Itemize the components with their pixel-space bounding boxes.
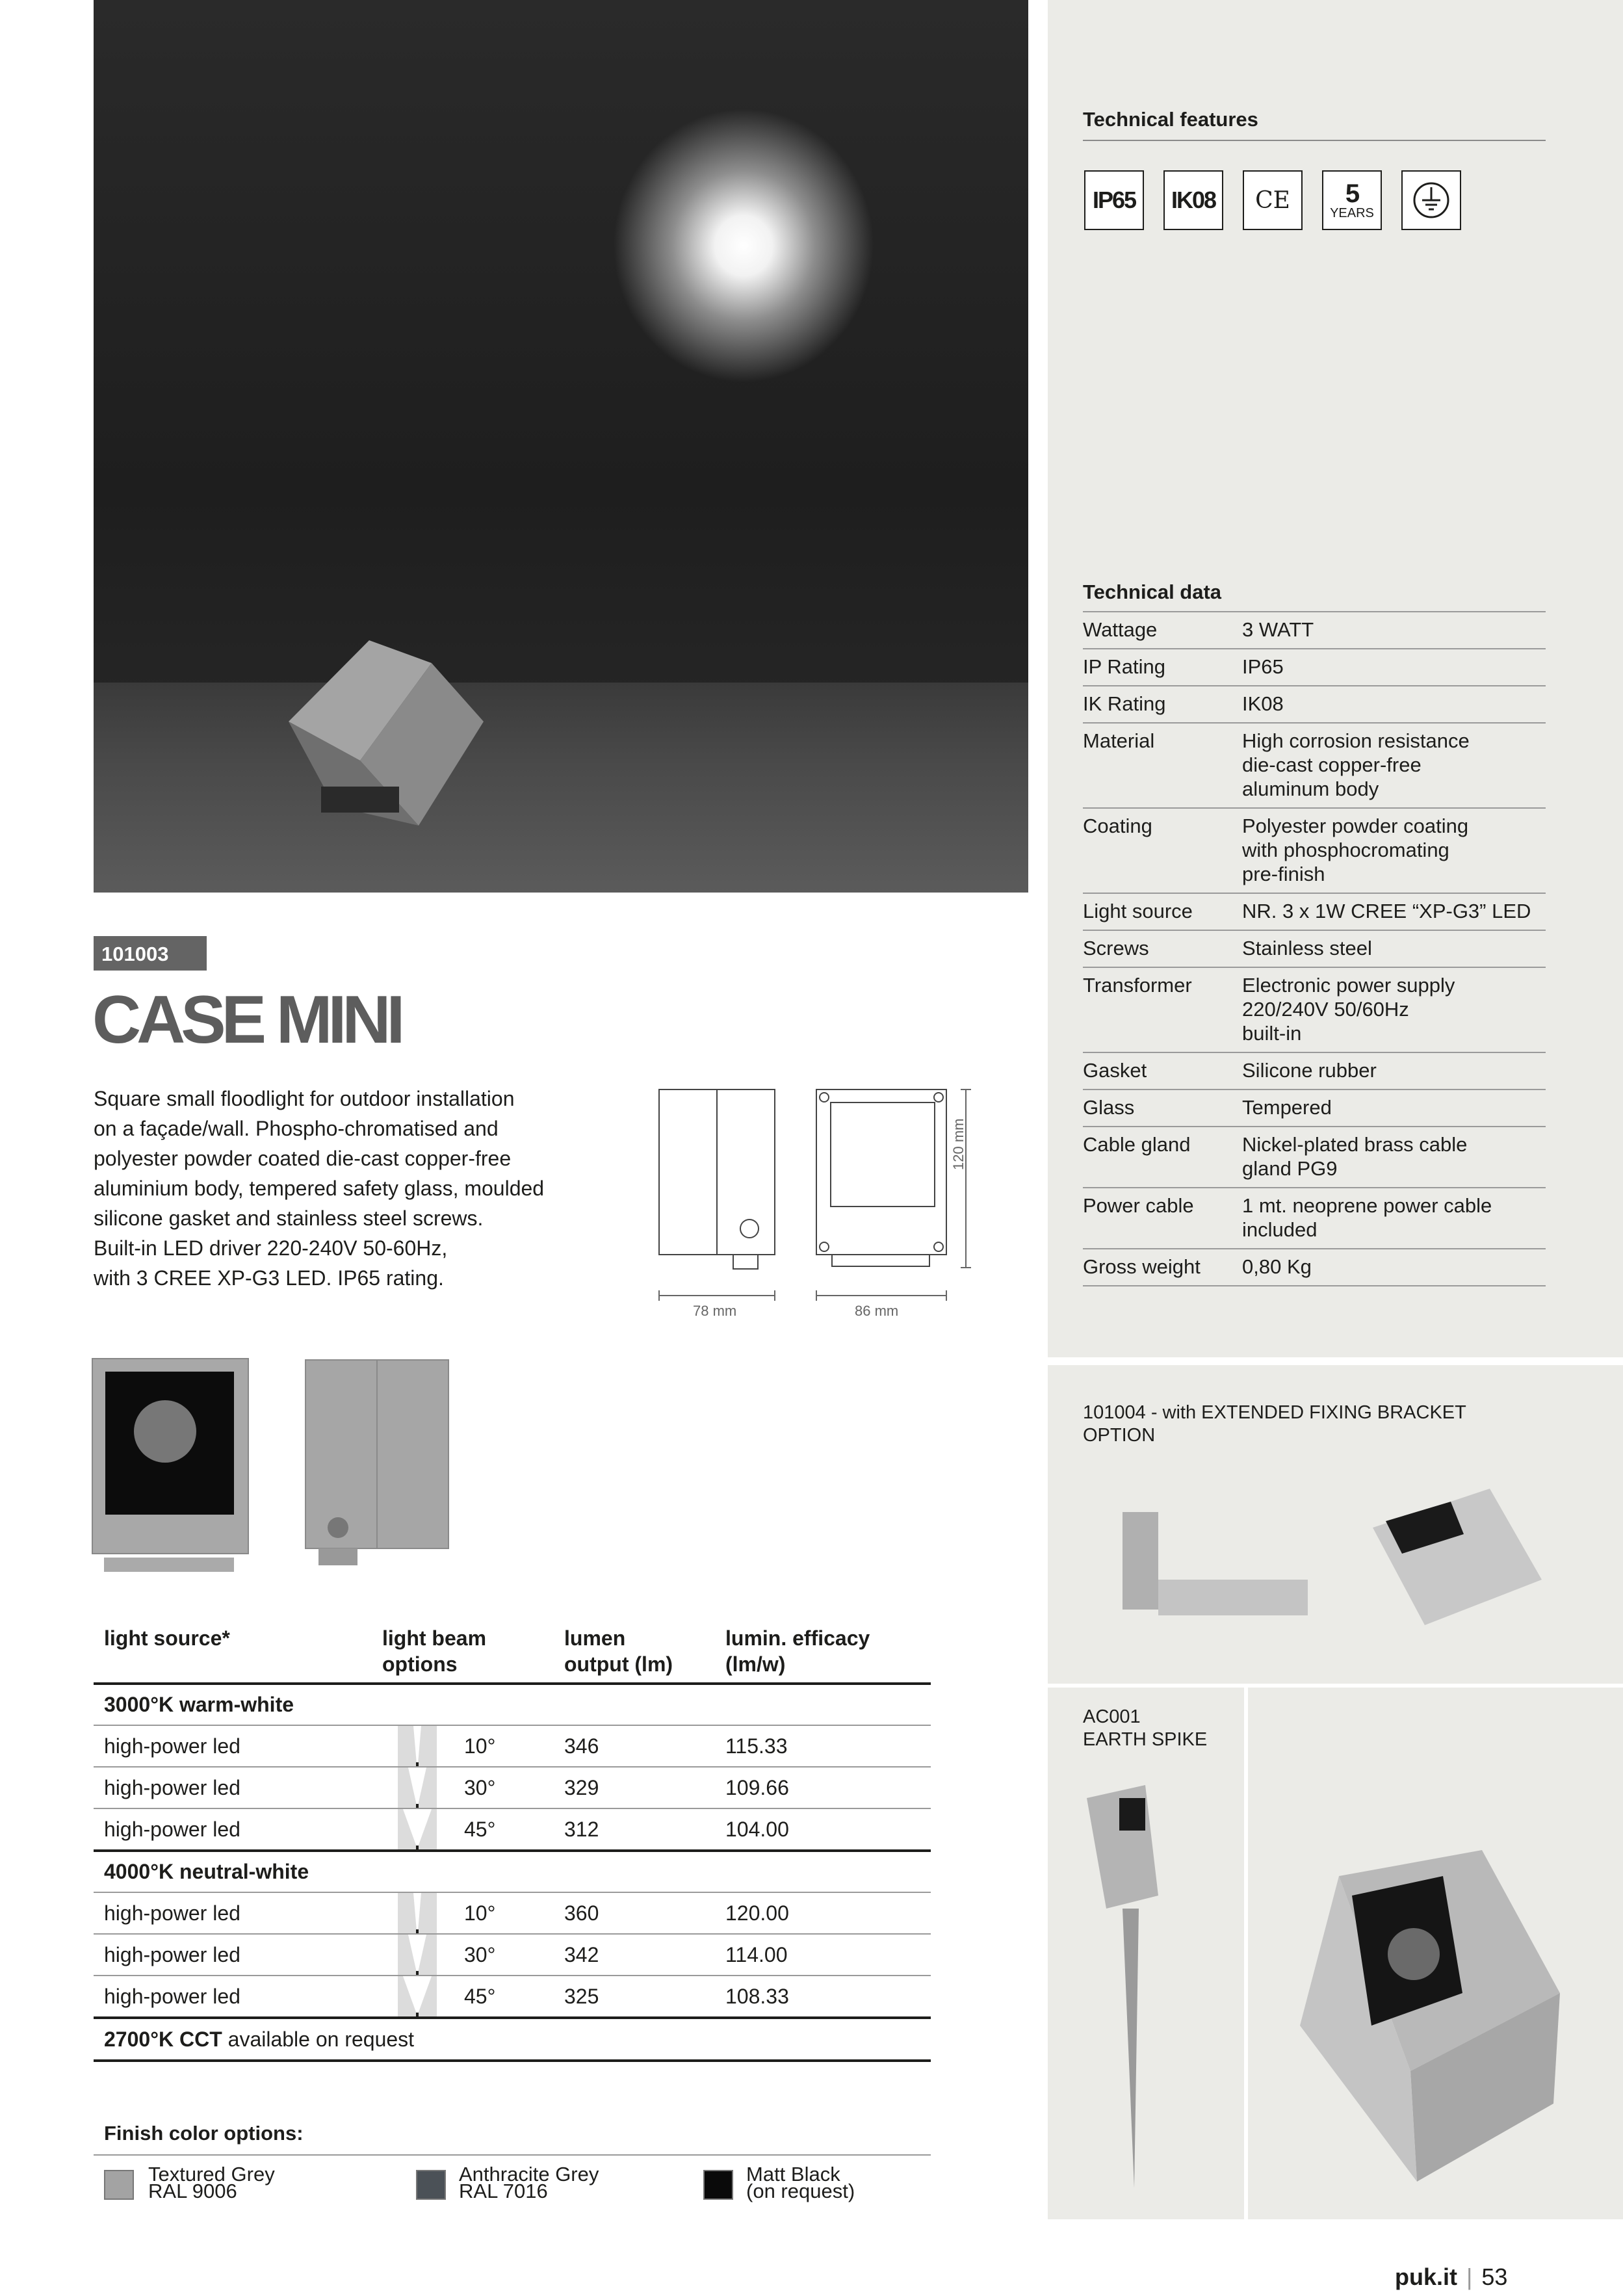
beam-angle-icon [398,1768,437,1808]
swatch-label: Matt Black (on request) [746,2163,855,2202]
light-source-cell: high-power led [94,1892,372,1934]
tech-key: Transformer [1083,967,1242,1052]
table-row [94,1976,931,2018]
tech-row [1083,1249,1546,1286]
product-title: CASE MINI [92,982,401,1058]
accessory-panel-earth-spike [1048,1688,1244,2219]
cct-note [94,2018,931,2061]
lumen-cell: 360 [554,1892,715,1934]
ik08-icon: IK08 [1163,170,1223,230]
tech-value: High corrosion resistance die-cast copper-free aluminum body [1242,723,1546,808]
divider [1083,140,1546,141]
footer-site[interactable]: puk.it [1395,2263,1457,2290]
tech-value: 3 WATT [1242,612,1546,649]
tech-row [1083,1052,1546,1089]
performance-table [94,1625,931,2062]
description-line: on a façade/wall. Phospho-chromatised and [94,1117,499,1140]
tech-key: Power cable [1083,1188,1242,1249]
description-line: with 3 CREE XP-G3 LED. IP65 rating. [94,1266,444,1290]
beam-angle: 10° [464,1734,496,1758]
page-footer: puk.it | 53 [1395,2263,1508,2290]
tech-key: IK Rating [1083,686,1242,723]
light-source-cell: high-power led [94,1808,372,1851]
lumen-cell: 312 [554,1808,715,1851]
lumen-cell: 346 [554,1725,715,1767]
accessory-panel-closeup [1248,1688,1623,2219]
product-code: 101003 [94,936,207,971]
description-line: Square small floodlight for outdoor installation [94,1087,515,1110]
light-source-cell: high-power led [94,1976,372,2018]
tech-key: IP Rating [1083,649,1242,686]
tech-row [1083,808,1546,893]
beam-cell [372,1976,554,2018]
technical-data-title: Technical data [1083,581,1222,603]
light-source-cell: high-power led [94,1934,372,1976]
tech-row [1083,612,1546,649]
dimension-height: 120 mm [950,1118,967,1170]
beam-cell [372,1892,554,1934]
swatch-label: Anthracite Grey RAL 7016 [459,2163,599,2202]
table-row [94,1725,931,1767]
beam-angle: 45° [464,1984,496,2008]
tech-key: Material [1083,723,1242,808]
beam-cell [372,1725,554,1767]
tech-row [1083,893,1546,930]
tech-value: NR. 3 x 1W CREE “XP-G3” LED [1242,893,1546,930]
table-row [94,1767,931,1808]
efficacy-cell: 104.00 [715,1808,931,1851]
accessory-earth-spike-label: AC001 EARTH SPIKE [1083,1706,1208,1750]
beam-angle-icon [398,1893,437,1933]
header-light-source: light source* [94,1625,372,1684]
lumen-cell: 342 [554,1934,715,1976]
tech-value: 0,80 Kg [1242,1249,1546,1286]
description-line: Built-in LED driver 220-240V 50-60Hz, [94,1236,448,1260]
tech-row [1083,649,1546,686]
dimension-width-front: 86 mm [855,1303,899,1319]
lumen-cell: 325 [554,1976,715,2018]
tech-value: IP65 [1242,649,1546,686]
beam-cell [372,1767,554,1808]
beam-angle: 10° [464,1901,496,1925]
light-source-cell: high-power led [94,1725,372,1767]
efficacy-cell: 114.00 [715,1934,931,1976]
tech-key: Glass [1083,1089,1242,1127]
tech-row [1083,930,1546,967]
page-number: 53 [1481,2263,1508,2290]
tech-row [1083,967,1546,1052]
tech-value: Silicone rubber [1242,1052,1546,1089]
tech-value: Electronic power supply 220/240V 50/60Hz built-in [1242,967,1546,1052]
beam-cell [372,1934,554,1976]
group-title: 3000°K warm-white [94,1684,931,1725]
technical-data-table [1083,611,1546,1286]
efficacy-cell: 108.33 [715,1976,931,2018]
group-row [94,1851,931,1892]
tech-value: Tempered [1242,1089,1546,1127]
beam-angle: 45° [464,1817,496,1841]
header-luminous-efficacy: lumin. efficacy (lm/w) [715,1625,931,1684]
tech-value: IK08 [1242,686,1546,723]
tech-row [1083,686,1546,723]
tech-key: Gasket [1083,1052,1242,1089]
beam-angle: 30° [464,1942,496,1966]
ce-mark-icon: CE [1243,170,1303,230]
efficacy-cell: 115.33 [715,1725,931,1767]
divider [94,2154,931,2156]
product-photos [84,1352,461,1586]
header-lumen-output: lumen output (lm) [554,1625,715,1684]
group-row [94,1684,931,1725]
header-light-beam: light beam options [372,1625,554,1684]
warranty-5-years-icon: 5 YEARS [1322,170,1382,230]
accessory-panel-bracket [1048,1365,1623,1684]
tech-value: 1 mt. neoprene power cable included [1242,1188,1546,1249]
tech-row [1083,723,1546,808]
description-line: silicone gasket and stainless steel screws. [94,1207,484,1230]
light-source-cell: high-power led [94,1767,372,1808]
table-row [94,1892,931,1934]
description-line: polyester powder coated die-cast copper-free [94,1147,512,1170]
swatch-label: Textured Grey RAL 9006 [148,2163,275,2202]
finish-title: Finish color options: [104,2122,304,2145]
swatch-textured-grey [104,2170,134,2200]
beam-angle-icon [398,1726,437,1766]
tech-key: Coating [1083,808,1242,893]
beam-cell [372,1808,554,1851]
tech-row [1083,1188,1546,1249]
technical-features-title: Technical features [1083,108,1258,131]
beam-angle-icon [398,1935,437,1975]
table-row [94,1934,931,1976]
tech-key: Wattage [1083,612,1242,649]
tech-key: Cable gland [1083,1127,1242,1188]
dimension-drawing [0,0,1040,1333]
tech-row [1083,1089,1546,1127]
ip65-icon: IP65 [1084,170,1144,230]
beam-angle: 30° [464,1775,496,1799]
swatch-matt-black [703,2170,733,2200]
accessory-bracket-label: 101004 - with EXTENDED FIXING BRACKET OPTION [1083,1402,1466,1446]
efficacy-cell: 109.66 [715,1767,931,1808]
dimension-width-side: 78 mm [693,1303,737,1319]
tech-row [1083,1127,1546,1188]
tech-key: Gross weight [1083,1249,1242,1286]
tech-value: Polyester powder coating with phosphocromating pre-finish [1242,808,1546,893]
table-row [94,1808,931,1851]
tech-key: Light source [1083,893,1242,930]
lumen-cell: 329 [554,1767,715,1808]
tech-value: Nickel-plated brass cable gland PG9 [1242,1127,1546,1188]
cct-note-row [94,2018,931,2061]
cct-note-bold: 2700°K CCT [104,2027,222,2051]
earth-ground-icon [1401,170,1461,230]
luminaire-closeup-illustration [1248,1688,1623,2219]
description-line: aluminium body, tempered safety glass, moulded [94,1177,545,1200]
beam-angle-icon [398,1809,437,1849]
tech-value: Stainless steel [1242,930,1546,967]
beam-angle-icon [398,1976,437,2016]
group-title: 4000°K neutral-white [94,1851,931,1892]
efficacy-cell: 120.00 [715,1892,931,1934]
swatch-anthracite-grey [416,2170,446,2200]
cct-note-text: available on request [222,2027,415,2051]
tech-key: Screws [1083,930,1242,967]
earth-spike-illustration [1048,1688,1244,2219]
